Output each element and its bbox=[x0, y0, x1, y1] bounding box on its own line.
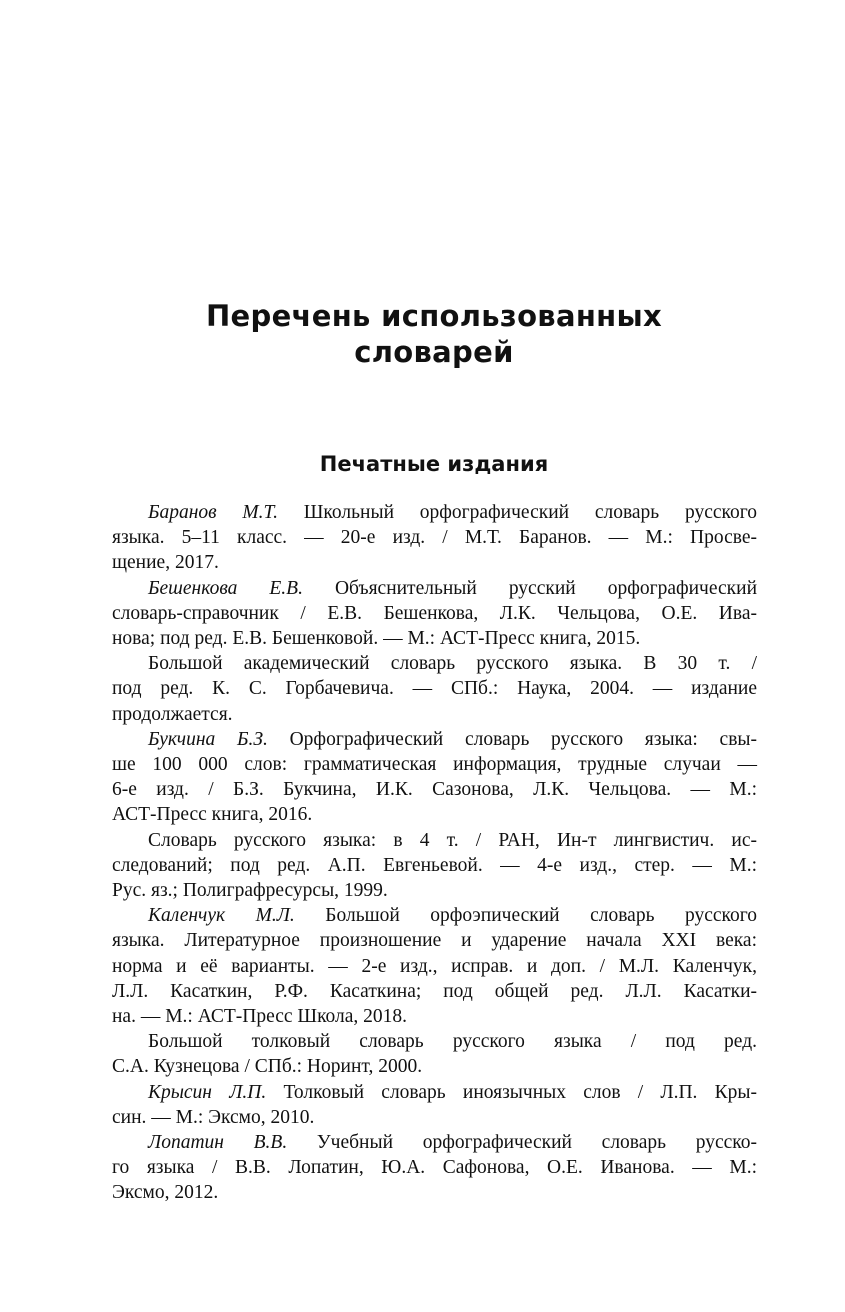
entry-text: Большой академический словарь русского языка. В 30 т. / bbox=[148, 653, 757, 675]
bibliography-list bbox=[112, 500, 757, 1206]
entry-line bbox=[112, 979, 757, 1004]
entry-text: Словарь русского языка: в 4 т. / РАН, Ин-т лингвистич. ис- bbox=[148, 829, 757, 851]
entry-text: языка. 5–11 класс. — 20-е изд. / М.Т. Баранов. — М.: Просве- bbox=[112, 527, 757, 549]
entry-text: го языка / В.В. Лопатин, Ю.А. Сафонова, О.Е. Иванова. — М.: bbox=[112, 1157, 757, 1179]
entry-text: щение, 2017. bbox=[112, 552, 219, 574]
entry-text: Объяснительный русский орфографический bbox=[302, 577, 758, 599]
entry-text: языка. Литературное произношение и ударение начала XXI века: bbox=[112, 930, 757, 952]
entry-text: Орфографический словарь русского языка: свы- bbox=[267, 728, 757, 750]
page-title bbox=[0, 298, 845, 370]
entry-line bbox=[112, 676, 757, 701]
entry-text: словарь-справочник / Е.В. Бешенкова, Л.К. Чельцова, О.Е. Ива- bbox=[112, 602, 757, 624]
entry-line bbox=[112, 1029, 757, 1054]
entry-text: Большой толковый словарь русского языка / под ред. bbox=[148, 1031, 757, 1053]
bibliography-entry bbox=[112, 651, 757, 727]
entry-text: Толковый словарь иноязычных слов / Л.П. Кры- bbox=[266, 1081, 757, 1103]
bibliography-entry bbox=[112, 1029, 757, 1079]
entry-author: Бешенкова Е.В. bbox=[148, 577, 303, 599]
page-title-line: Перечень использованных bbox=[205, 299, 663, 333]
entry-line bbox=[112, 777, 757, 802]
entry-text: Рус. яз.; Полиграфресурсы, 1999. bbox=[112, 880, 388, 902]
entry-text: Учебный орфографический словарь русско- bbox=[287, 1132, 757, 1154]
entry-text: нова; под ред. Е.В. Бешенковой. — М.: АСТ-Пресс книга, 2015. bbox=[112, 628, 641, 650]
entry-line bbox=[112, 525, 757, 550]
entry-line bbox=[112, 500, 757, 525]
entry-line bbox=[112, 651, 757, 676]
entry-text: следований; под ред. А.П. Евгеньевой. — 4-е изд., стер. — М.: bbox=[112, 854, 757, 876]
entry-line bbox=[112, 1004, 757, 1029]
entry-line bbox=[112, 828, 757, 853]
entry-line bbox=[112, 878, 757, 903]
entry-text: АСТ-Пресс книга, 2016. bbox=[112, 804, 313, 826]
section-heading: Печатные издания bbox=[319, 452, 549, 476]
entry-line bbox=[112, 1105, 757, 1130]
entry-author: Лопатин В.В. bbox=[148, 1132, 288, 1154]
entry-text: под ред. К. С. Горбачевича. — СПб.: Наука, 2004. — издание bbox=[112, 678, 757, 700]
bibliography-entry bbox=[112, 1080, 757, 1130]
entry-text: норма и её варианты. — 2-е изд., исправ. и доп. / М.Л. Каленчук, bbox=[112, 955, 757, 977]
entry-text: Школьный орфографический словарь русского bbox=[278, 502, 757, 523]
entry-author: Каленчук М.Л. bbox=[148, 905, 295, 927]
entry-line bbox=[112, 1054, 757, 1079]
page-title-line: словарей bbox=[354, 335, 514, 369]
bibliography-entry bbox=[112, 727, 757, 828]
entry-line bbox=[112, 1155, 757, 1180]
entry-line bbox=[112, 752, 757, 777]
bibliography-entry bbox=[112, 500, 757, 576]
entry-line bbox=[112, 1180, 757, 1205]
entry-line bbox=[112, 1130, 757, 1155]
entry-text: ше 100 000 слов: грамматическая информация, трудные случаи — bbox=[112, 754, 757, 776]
entry-line bbox=[112, 928, 757, 953]
bibliography-entry bbox=[112, 828, 757, 904]
entry-line bbox=[112, 727, 757, 752]
entry-line bbox=[112, 576, 757, 601]
entry-text: на. — М.: АСТ-Пресс Школа, 2018. bbox=[112, 1006, 408, 1028]
entry-line bbox=[112, 601, 757, 626]
entry-line bbox=[112, 550, 757, 575]
entry-text: Л.Л. Касаткин, Р.Ф. Касаткина; под общей ред. Л.Л. Касатки- bbox=[112, 980, 757, 1002]
bibliography-entry bbox=[112, 1130, 757, 1206]
entry-line bbox=[112, 702, 757, 727]
entry-line bbox=[112, 954, 757, 979]
bibliography-entry bbox=[112, 576, 757, 652]
entry-author: Букчина Б.З. bbox=[148, 728, 268, 750]
entry-text: продолжается. bbox=[112, 703, 233, 725]
entry-line bbox=[112, 903, 757, 928]
entry-line bbox=[112, 853, 757, 878]
bibliography-entry bbox=[112, 903, 757, 1029]
entry-text: син. — М.: Эксмо, 2010. bbox=[112, 1106, 315, 1128]
entry-text: Большой орфоэпический словарь русского bbox=[294, 905, 758, 927]
entry-text: Эксмо, 2012. bbox=[112, 1182, 219, 1204]
entry-line bbox=[112, 626, 757, 651]
entry-text: 6-е изд. / Б.З. Букчина, И.К. Сазонова, Л.К. Чельцова. — М.: bbox=[112, 779, 757, 801]
entry-text: С.А. Кузнецова / СПб.: Норинт, 2000. bbox=[112, 1056, 423, 1078]
entry-line bbox=[112, 802, 757, 827]
entry-author: Крысин Л.П. bbox=[148, 1081, 267, 1103]
entry-line bbox=[112, 1080, 757, 1105]
entry-author: Баранов М.Т. bbox=[148, 502, 279, 523]
